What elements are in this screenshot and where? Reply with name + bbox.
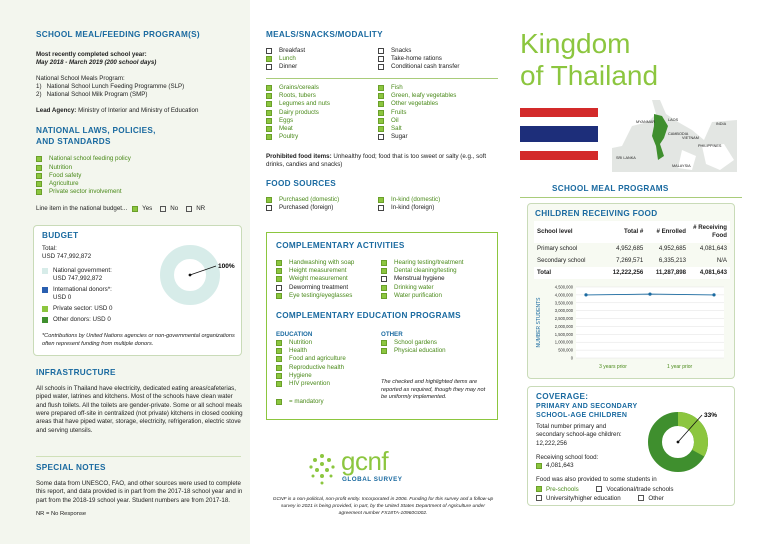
meal-item — [378, 63, 498, 71]
food-item — [266, 109, 378, 117]
mandatory-legend — [276, 398, 324, 406]
education-checkbox[interactable] — [276, 348, 282, 354]
meal-label: Breakfast — [279, 47, 306, 55]
food-label: Dairy products — [279, 108, 319, 116]
food-checkbox[interactable] — [266, 93, 272, 99]
laws-section — [36, 126, 241, 213]
budget-legend-label: National government: — [53, 267, 112, 274]
education-heading: EDUCATION — [276, 331, 313, 338]
map-label-malaysia: MALAYSIA — [672, 164, 691, 168]
meal-label: Dinner — [279, 63, 298, 71]
food-checkbox[interactable] — [266, 126, 272, 132]
activity-label: Eye testing/eyeglasses — [289, 291, 353, 299]
food-item — [266, 84, 378, 92]
prohibited-foods — [266, 153, 491, 170]
law-label: Agriculture — [49, 179, 79, 187]
complementary-box — [266, 232, 498, 420]
meal-item — [266, 55, 378, 63]
education-item — [276, 355, 381, 363]
special-notes-text: Some data from UNESCO, FAO, and other sources were used to complete this report, and data provided is in part from the 2017-18 school year and in part from the 2018-19 school year. Student numbers are from 2017-18. — [36, 479, 243, 504]
food-item — [378, 133, 498, 141]
activity-checkbox[interactable] — [381, 268, 387, 274]
food-checkbox[interactable] — [266, 134, 272, 140]
food-source-checkbox[interactable] — [378, 205, 384, 211]
food-source-checkbox[interactable] — [266, 197, 272, 203]
map-label-vietnam: VIETNAM — [682, 136, 699, 140]
infrastructure-title: INFRASTRUCTURE — [36, 368, 116, 377]
food-source-item — [266, 196, 378, 204]
food-label: Meat — [279, 125, 293, 132]
chart-data-point — [648, 293, 651, 296]
law-label: Food safety — [49, 171, 82, 179]
gcnf-logo — [305, 446, 455, 490]
budget-legend-text — [53, 305, 113, 313]
food-label: Fish — [391, 84, 403, 92]
special-notes-section — [36, 463, 243, 518]
other-education-item — [381, 339, 496, 347]
laws-list — [36, 155, 241, 196]
programs-label: National School Meals Program: — [36, 74, 125, 82]
receiving-value-row — [536, 462, 574, 470]
activity-checkbox[interactable] — [276, 285, 282, 291]
coverage-leader-dot — [677, 441, 680, 444]
education-label: Food and agriculture — [289, 355, 346, 363]
budget-line-label: Line item in the national budget... — [36, 205, 128, 213]
coverage-total-value: 12,222,256 — [536, 439, 567, 447]
law-item — [36, 164, 241, 172]
food-label: Green, leafy vegetables — [391, 92, 457, 100]
budget-legend-amount: USD 747,992,872 — [53, 275, 103, 283]
law-checkbox[interactable] — [36, 189, 42, 195]
nr-label: NR — [196, 205, 206, 213]
food-sources-title: FOOD SOURCES — [266, 179, 337, 188]
chart-plot-area — [576, 287, 724, 358]
gcnf-footer: GCNF is a non-political, non-profit entity. Incorporated in 2006. Funding for this survey and a follow-up survey in 2021 is being provided, in part, by the United States Department of Agriculture under agreement number FX18TA-10960G002. — [272, 497, 494, 516]
food-checkbox[interactable] — [266, 118, 272, 124]
education-item — [276, 380, 381, 388]
education-item — [276, 364, 381, 372]
food-item — [378, 117, 498, 125]
food-checkbox[interactable] — [378, 85, 384, 91]
food-item — [266, 100, 378, 108]
chart-y-tick-label: 3,000,000 — [554, 308, 573, 314]
chart-x-tick-label: 3 years prior — [599, 364, 627, 370]
also-provided-label: Food was also provided to some students in — [536, 476, 657, 483]
gcnf-dots-icon — [305, 452, 339, 486]
meal-checkbox[interactable] — [266, 48, 272, 54]
other-education-label: Physical education — [394, 347, 446, 355]
activity-item — [276, 259, 381, 267]
food-checkbox[interactable] — [378, 134, 384, 140]
lead-agency — [36, 107, 241, 115]
chart-y-tick-label: 2,000,000 — [554, 323, 573, 329]
meal-item — [266, 63, 378, 71]
food-label: Fruits — [391, 108, 407, 116]
activity-item — [276, 275, 381, 283]
chart-y-tick-label: 2,500,000 — [554, 316, 573, 322]
mandatory-swatch — [276, 399, 282, 405]
table-row-total: Total 12,222,256 11,287,898 4,081,643 — [534, 267, 730, 279]
children-title: CHILDREN RECEIVING FOOD — [535, 209, 658, 218]
col-total: Total # — [624, 227, 644, 235]
food-item — [266, 117, 378, 125]
activity-checkbox[interactable] — [276, 268, 282, 274]
activity-label: Menstrual hygiene — [394, 275, 445, 283]
activity-checkbox[interactable] — [381, 260, 387, 266]
food-item — [378, 84, 498, 92]
food-item — [378, 92, 498, 100]
map-label-laos: LAOS — [668, 118, 679, 122]
vocational-label: Vocational/trade schools — [606, 486, 674, 493]
education-checkbox[interactable] — [276, 365, 282, 371]
preschool-label: Pre-schools — [546, 486, 579, 493]
meal-checkbox[interactable] — [266, 64, 272, 70]
other-heading: OTHER — [381, 331, 403, 338]
food-checkbox[interactable] — [266, 101, 272, 107]
also-provided-options — [536, 485, 734, 503]
food-label: Other vegetables — [391, 100, 439, 108]
food-source-item — [378, 204, 498, 212]
chart-y-tick-label: 500,000 — [558, 347, 573, 353]
comp-activities-title: COMPLEMENTARY ACTIVITIES — [276, 241, 405, 250]
prohibited-label: Prohibited food items: — [266, 153, 332, 160]
vocational-checkbox[interactable] — [596, 486, 602, 492]
activity-checkbox[interactable] — [276, 293, 282, 299]
thailand-flag — [520, 108, 598, 160]
meal-checkbox[interactable] — [378, 56, 384, 62]
law-label: National school feeding policy — [49, 155, 131, 163]
activity-label: Hearing testing/treatment — [394, 259, 464, 267]
program-1: 1) National School Lunch Feeding Programme (SLP) — [36, 82, 185, 90]
meal-item — [378, 47, 498, 55]
activity-item — [276, 292, 381, 300]
food-source-checkbox[interactable] — [378, 197, 384, 203]
food-label: Sugar — [391, 133, 408, 141]
law-label: Private sector involvement — [49, 188, 122, 196]
education-item — [276, 339, 381, 347]
children-box — [527, 203, 735, 379]
chart-y-tick-label: 1,000,000 — [554, 339, 573, 345]
budget-legend-swatch — [42, 287, 48, 293]
activity-item — [276, 267, 381, 275]
lead-agency-label: Lead Agency: — [36, 106, 77, 114]
comp-activities-left-list — [276, 259, 381, 300]
chart-data-point — [584, 293, 587, 296]
activity-item — [276, 284, 381, 292]
budget-title: BUDGET — [42, 231, 79, 240]
law-checkbox[interactable] — [36, 156, 42, 162]
budget-line-item — [36, 205, 241, 213]
meal-checkbox[interactable] — [378, 48, 384, 54]
food-item — [266, 92, 378, 100]
budget-footnote: *Contributions by United Nations agencies or non-governmental organizations often represent funding from multiple donors. — [42, 333, 235, 347]
law-checkbox[interactable] — [36, 165, 42, 171]
food-item — [378, 109, 498, 117]
food-checkbox[interactable] — [378, 126, 384, 132]
education-item — [276, 372, 381, 380]
notes-divider — [36, 456, 241, 457]
chart-y-tick-label: 1,500,000 — [554, 331, 573, 337]
activity-item — [381, 275, 496, 283]
budget-legend-text — [53, 267, 112, 283]
budget-donut — [142, 239, 238, 313]
infrastructure-text: All schools in Thailand have electricity, dedicated eating areas/cafeterias, piped water, latrines and kitchens. Most of the schools have clean water and flush toilets. All the toilets are gender-private. Some or all school meals were prepared off-site in centralized (not private) kitchens in closed cooking areas that have piped water, storage, electricity, refrigeration, electric stove and serving utensils. — [36, 384, 243, 434]
coverage-subtitle-1: PRIMARY AND SECONDARY — [536, 403, 638, 410]
other-label: Other — [648, 495, 664, 502]
food-checkbox[interactable] — [378, 118, 384, 124]
food-label: Roots, tubers — [279, 92, 316, 100]
gcnf-subtitle: GLOBAL SURVEY — [342, 476, 403, 483]
infrastructure-section — [36, 368, 243, 435]
chart-y-tick-label: 4,500,000 — [554, 284, 573, 290]
food-checkbox[interactable] — [378, 110, 384, 116]
col-enrolled: # Enrolled — [656, 227, 686, 235]
education-label: Nutrition — [289, 339, 313, 347]
programs-title: SCHOOL MEAL PROGRAMS — [552, 184, 669, 193]
other-education-item — [381, 347, 496, 355]
education-checkbox[interactable] — [276, 340, 282, 346]
programs-divider — [520, 197, 742, 198]
coverage-total-label: Total number primary and secondary school-age children: — [536, 423, 622, 439]
coverage-total — [536, 423, 631, 448]
activity-item — [381, 284, 496, 292]
activity-label: Weight measurement — [289, 275, 348, 283]
program-2: 2) National School Milk Program (SMP) — [36, 90, 148, 98]
food-checkbox[interactable] — [266, 85, 272, 91]
activity-label: Water purification — [394, 291, 442, 299]
meal-checkbox[interactable] — [378, 64, 384, 70]
map-label-sri-lanka: SRI LANKA — [616, 156, 636, 160]
food-source-item — [378, 196, 498, 204]
meals-left-list — [266, 47, 378, 72]
meal-label: Snacks — [391, 47, 412, 55]
prohibited-text: Unhealthy food; food that is too sweet or salty (e.g., soft drinks, candies and snacks) — [266, 153, 487, 169]
children-table — [534, 221, 730, 279]
yes-label: Yes — [142, 205, 153, 213]
activity-item — [381, 292, 496, 300]
receiving-swatch — [536, 463, 542, 469]
food-label: Salt — [391, 125, 402, 132]
no-label: No — [170, 205, 179, 213]
activity-label: Height measurement — [289, 267, 347, 275]
map-label-india: INDIA — [716, 122, 727, 126]
meal-checkbox[interactable] — [266, 56, 272, 62]
education-item — [276, 347, 381, 355]
law-checkbox[interactable] — [36, 173, 42, 179]
food-label: Poultry — [279, 133, 299, 141]
children-table-header — [534, 221, 730, 243]
other-education-checkbox[interactable] — [381, 348, 387, 354]
country-title-line2: of Thailand — [520, 60, 659, 92]
checked-items-note: The checked and highlighted items are reported as required, though they may not be uniformly implemented. — [381, 379, 486, 401]
meals-title: MEALS/SNACKS/MODALITY — [266, 30, 383, 39]
law-item — [36, 172, 241, 180]
preschool-checkbox[interactable] — [536, 486, 542, 492]
activity-checkbox[interactable] — [381, 276, 387, 282]
food-source-label: Purchased (foreign) — [279, 204, 334, 212]
education-label: Hygiene — [289, 371, 312, 379]
left-column — [0, 0, 250, 544]
budget-legend-text — [53, 286, 112, 302]
region-map — [612, 100, 737, 172]
foods-left-list — [266, 84, 378, 141]
recent-year-value: May 2018 - March 2019 (200 school days) — [36, 58, 157, 66]
school-meal-section — [36, 30, 241, 115]
activity-checkbox[interactable] — [276, 276, 282, 282]
education-label: HIV prevention — [289, 380, 330, 387]
budget-legend-item — [42, 316, 162, 324]
law-label: Nutrition — [49, 163, 73, 171]
special-notes-title: SPECIAL NOTES — [36, 463, 106, 472]
country-title-line1: Kingdom — [520, 28, 631, 59]
gcnf-wordmark: gcnf — [341, 446, 389, 476]
chart-y-tick-label: 0 — [570, 355, 573, 361]
food-source-item — [266, 204, 378, 212]
food-item — [266, 125, 378, 133]
activity-checkbox[interactable] — [276, 260, 282, 266]
map-label-philippines: PHILIPPINES — [698, 144, 722, 148]
map-label-myanmar: MYANMAR — [636, 120, 656, 124]
yes-checkbox[interactable] — [132, 206, 138, 212]
mandatory-label: = mandatory — [289, 398, 324, 406]
map-label-cambodia: CAMBODIA — [668, 132, 689, 136]
chart-y-tick-label: 3,500,000 — [554, 300, 573, 306]
receiving-value: 4,081,643 — [546, 462, 574, 470]
students-line-chart — [532, 282, 732, 376]
education-label: Health — [289, 347, 307, 355]
no-checkbox[interactable] — [160, 206, 166, 212]
meal-label: Take-home rations — [391, 55, 442, 63]
comp-activities-right-list — [381, 259, 496, 300]
activity-checkbox[interactable] — [381, 293, 387, 299]
budget-box — [33, 225, 242, 356]
chart-x-tick-label: 1 year prior — [666, 364, 693, 370]
meal-item — [266, 47, 378, 55]
university-label: University/higher education — [546, 495, 621, 502]
activity-checkbox[interactable] — [381, 285, 387, 291]
recent-year-label: Most recently completed school year: — [36, 50, 147, 58]
food-label: Legumes and nuts — [279, 100, 330, 108]
country-title — [520, 28, 658, 92]
food-checkbox[interactable] — [378, 93, 384, 99]
chart-y-axis-label: NUMBER STUDENTS — [536, 297, 542, 348]
food-checkbox[interactable] — [378, 101, 384, 107]
foods-right-list — [378, 84, 498, 141]
food-label: Eggs — [279, 116, 294, 124]
meals-divider — [266, 78, 498, 79]
activity-item — [381, 259, 496, 267]
food-item — [378, 100, 498, 108]
activity-item — [381, 267, 496, 275]
laws-title-1: NATIONAL LAWS, POLICIES, — [36, 126, 156, 135]
budget-leader-dot — [189, 274, 192, 277]
meal-label: Lunch — [279, 55, 296, 63]
law-item — [36, 155, 241, 163]
food-source-label: Purchased (domestic) — [279, 196, 340, 204]
education-checkbox[interactable] — [276, 356, 282, 362]
budget-total-value: USD 747,992,872 — [42, 253, 92, 260]
other-education-label: School gardens — [394, 339, 437, 347]
nr-checkbox[interactable] — [186, 206, 192, 212]
education-label: Reproductive health — [289, 363, 345, 371]
other-education-list — [381, 339, 496, 355]
education-checkbox[interactable] — [276, 381, 282, 387]
coverage-percent-label: 33% — [704, 412, 718, 419]
receiving-label: Receiving school food: — [536, 454, 599, 461]
col-school-level: School level — [537, 227, 573, 235]
budget-legend-swatch — [42, 317, 48, 323]
law-item — [36, 180, 241, 188]
school-meal-title: SCHOOL MEAL/FEEDING PROGRAM(S) — [36, 30, 200, 39]
activity-label: Deworming treatment — [289, 283, 349, 291]
activity-label: Drinking water — [394, 283, 434, 291]
comp-education-title: COMPLEMENTARY EDUCATION PROGRAMS — [276, 311, 461, 320]
food-item — [266, 133, 378, 141]
chart-data-point — [712, 293, 715, 296]
university-checkbox[interactable] — [536, 495, 542, 501]
nr-note: NR = No Response — [36, 510, 87, 517]
table-row: Secondary school 7,269,571 6,335,213 N/A — [537, 256, 727, 264]
other-checkbox[interactable] — [638, 495, 644, 501]
law-item — [36, 188, 241, 196]
activity-label: Handwashing with soap — [289, 259, 355, 267]
food-sources-left-list — [266, 196, 378, 212]
coverage-box — [527, 386, 735, 506]
food-source-label: In-kind (domestic) — [391, 196, 441, 204]
lead-agency-value: Ministry of Interior and Ministry of Education — [78, 106, 199, 114]
activity-label: Dental cleaning/testing — [394, 267, 457, 275]
meal-item — [378, 55, 498, 63]
budget-legend-swatch — [42, 268, 48, 274]
budget-legend-amount: USD 0 — [53, 294, 72, 302]
meals-right-list — [378, 47, 498, 72]
education-list — [276, 339, 381, 388]
food-label: Grains/cereals — [279, 84, 319, 92]
food-checkbox[interactable] — [266, 110, 272, 116]
coverage-subtitle-2: SCHOOL-AGE CHILDREN — [536, 412, 628, 419]
meal-label: Conditional cash transfer — [391, 63, 460, 71]
col-receiving: # Receiving Food — [693, 224, 727, 239]
chart-y-tick-label: 4,000,000 — [554, 292, 573, 298]
coverage-donut — [638, 403, 734, 473]
food-source-label: In-kind (foreign) — [391, 204, 435, 212]
budget-legend-label: Private sector: USD 0 — [53, 305, 113, 313]
other-education-checkbox[interactable] — [381, 340, 387, 346]
budget-legend-text — [53, 316, 111, 324]
food-label: Oil — [391, 116, 399, 124]
food-source-checkbox[interactable] — [266, 205, 272, 211]
budget-total-label: Total: — [42, 245, 57, 252]
food-sources-right-list — [378, 196, 498, 212]
education-checkbox[interactable] — [276, 373, 282, 379]
table-row: Primary school 4,952,685 4,952,685 4,081,643 — [537, 244, 727, 252]
budget-percent-label: 100% — [218, 263, 235, 270]
food-item — [378, 125, 498, 133]
law-checkbox[interactable] — [36, 181, 42, 187]
budget-legend-label: Other donors: USD 0 — [53, 316, 111, 324]
budget-legend-label: International donors*: — [53, 286, 112, 294]
laws-title-2: AND STANDARDS — [36, 136, 111, 146]
coverage-title: COVERAGE: — [536, 392, 589, 401]
budget-legend-swatch — [42, 306, 48, 312]
